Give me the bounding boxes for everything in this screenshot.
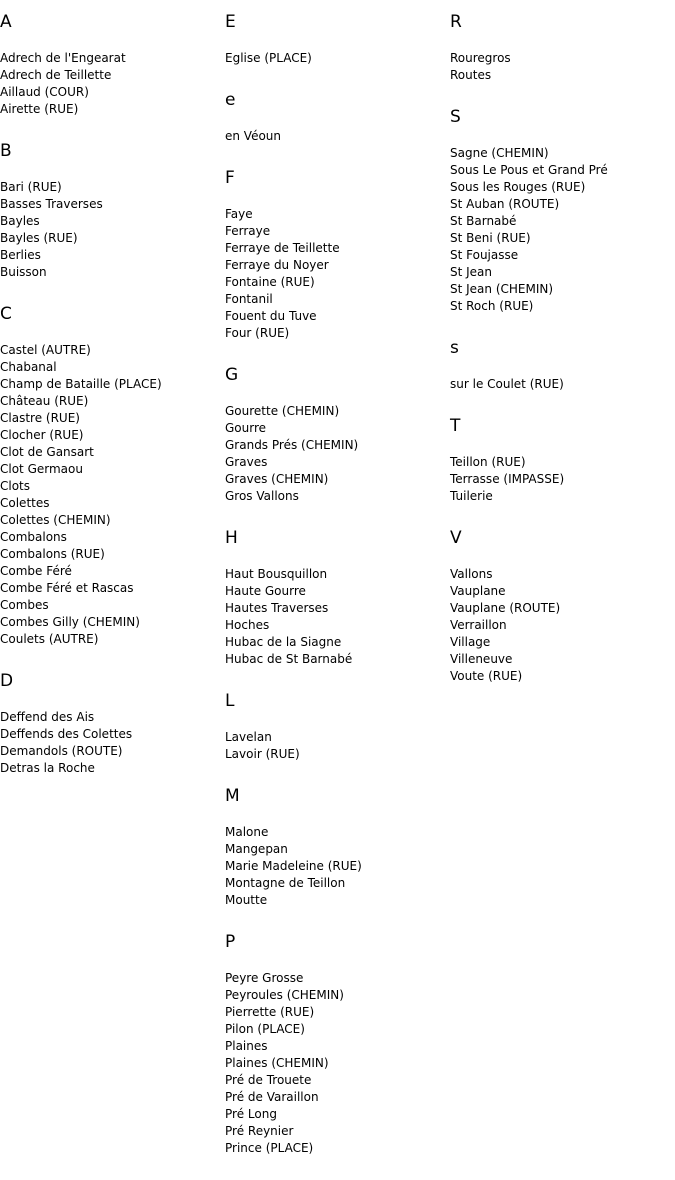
letter-group — [450, 528, 670, 685]
street-link[interactable]: Deffend des Ais — [0, 710, 95, 724]
index-column-3 — [450, 12, 670, 708]
letter-group — [225, 168, 445, 342]
letter-heading: D — [0, 671, 14, 691]
street-link[interactable]: Combalons — [0, 530, 67, 544]
street-link[interactable]: Sous les Rouges (RUE) — [450, 180, 586, 194]
street-link[interactable]: Verraillon — [450, 618, 507, 632]
street-link[interactable]: Gourette (CHEMIN) — [225, 404, 340, 418]
street-link[interactable]: Combe Féré et Rascas — [0, 581, 134, 595]
letter-heading: V — [450, 528, 462, 548]
street-link[interactable]: Detras la Roche — [0, 761, 95, 775]
street-link[interactable]: Pré Long — [225, 1107, 277, 1121]
street-link[interactable]: Basses Traverses — [0, 197, 103, 211]
street-link[interactable]: Villeneuve — [450, 652, 513, 666]
street-link[interactable]: Airette (RUE) — [0, 102, 79, 116]
street-link[interactable]: Sagne (CHEMIN) — [450, 146, 549, 160]
street-link[interactable]: Combes — [0, 598, 49, 612]
letter-heading: S — [450, 107, 461, 127]
street-link[interactable]: Adrech de l'Engearat — [0, 51, 126, 65]
index-column-2 — [225, 12, 445, 1180]
letter-heading: E — [225, 12, 236, 32]
street-link[interactable]: Malone — [225, 825, 269, 839]
street-link[interactable]: Vauplane — [450, 584, 506, 598]
street-link[interactable]: Combes Gilly (CHEMIN) — [0, 615, 140, 629]
letter-heading: B — [0, 141, 12, 161]
street-link[interactable]: Ferraye du Noyer — [225, 258, 329, 272]
street-link[interactable]: Clot Germaou — [0, 462, 83, 476]
letter-group — [225, 528, 445, 668]
letter-group — [0, 141, 220, 281]
street-link[interactable]: Voute (RUE) — [450, 669, 523, 683]
street-link[interactable]: St Foujasse — [450, 248, 519, 262]
letter-group — [225, 932, 445, 1157]
letter-heading: G — [225, 365, 239, 385]
street-link[interactable]: Moutte — [225, 893, 268, 907]
street-link[interactable]: Haut Bousquillon — [225, 567, 328, 581]
street-link[interactable]: Lavoir (RUE) — [225, 747, 300, 761]
street-link[interactable]: Graves — [225, 455, 268, 469]
street-link[interactable]: Four (RUE) — [225, 326, 290, 340]
street-link[interactable]: Pré de Trouete — [225, 1073, 312, 1087]
street-link[interactable]: Bayles (RUE) — [0, 231, 78, 245]
street-link[interactable]: St Beni (RUE) — [450, 231, 531, 245]
street-link[interactable]: Terrasse (IMPASSE) — [450, 472, 565, 486]
street-link[interactable]: Faye — [225, 207, 253, 221]
street-link[interactable]: Chabanal — [0, 360, 57, 374]
street-link[interactable]: Peyroules (CHEMIN) — [225, 988, 344, 1002]
street-link[interactable]: Prince (PLACE) — [225, 1141, 314, 1155]
street-link[interactable]: Colettes — [0, 496, 50, 510]
letter-group — [225, 365, 445, 505]
street-link[interactable]: Haute Gourre — [225, 584, 306, 598]
street-link[interactable]: Castel (AUTRE) — [0, 343, 91, 357]
street-link[interactable]: Routes — [450, 68, 492, 82]
street-link[interactable]: Adrech de Teillette — [0, 68, 112, 82]
street-link[interactable]: Demandols (ROUTE) — [0, 744, 123, 758]
street-link[interactable]: Grands Prés (CHEMIN) — [225, 438, 359, 452]
street-link[interactable]: Tuilerie — [450, 489, 493, 503]
street-link[interactable]: St Jean — [450, 265, 493, 279]
street-link[interactable]: Aillaud (COUR) — [0, 85, 89, 99]
street-link[interactable]: Ferraye de Teillette — [225, 241, 340, 255]
letter-heading: R — [450, 12, 462, 32]
street-link[interactable]: Bari (RUE) — [0, 180, 62, 194]
letter-heading: e — [225, 90, 236, 110]
street-link[interactable]: Vauplane (ROUTE) — [450, 601, 561, 615]
letter-group — [450, 107, 670, 315]
street-link[interactable]: St Jean (CHEMIN) — [450, 282, 554, 296]
street-link[interactable]: Montagne de Teillon — [225, 876, 346, 890]
street-link[interactable]: Plaines — [225, 1039, 268, 1053]
street-link[interactable]: Pierrette (RUE) — [225, 1005, 315, 1019]
letter-heading: C — [0, 304, 12, 324]
letter-group — [0, 12, 220, 118]
street-link[interactable]: Clots — [0, 479, 31, 493]
letter-heading: M — [225, 786, 240, 806]
street-link[interactable]: en Véoun — [225, 129, 282, 143]
street-link[interactable]: Teillon (RUE) — [450, 455, 526, 469]
street-link[interactable]: Rouregros — [450, 51, 511, 65]
street-link[interactable]: St Roch (RUE) — [450, 299, 534, 313]
letter-heading: H — [225, 528, 238, 548]
street-link[interactable]: St Barnabé — [450, 214, 517, 228]
street-link[interactable]: Buisson — [0, 265, 47, 279]
letter-heading: F — [225, 168, 235, 188]
street-link[interactable]: Clastre (RUE) — [0, 411, 80, 425]
street-link[interactable]: Fontaine (RUE) — [225, 275, 315, 289]
letter-heading: P — [225, 932, 236, 952]
letter-group — [450, 338, 670, 393]
street-link[interactable]: sur le Coulet (RUE) — [450, 377, 564, 391]
street-link[interactable]: Combalons (RUE) — [0, 547, 105, 561]
letter-heading: L — [225, 691, 235, 711]
letter-group — [225, 12, 445, 67]
index-column-1 — [0, 12, 220, 800]
street-link[interactable]: Ferraye — [225, 224, 271, 238]
letter-heading: s — [450, 338, 459, 358]
letter-group — [450, 12, 670, 84]
street-link[interactable]: Plaines (CHEMIN) — [225, 1056, 329, 1070]
letter-group — [225, 786, 445, 909]
street-link[interactable]: Eglise (PLACE) — [225, 51, 312, 65]
street-link[interactable]: Combe Féré — [0, 564, 72, 578]
street-link[interactable]: Hautes Traverses — [225, 601, 329, 615]
street-link[interactable]: Clot de Gansart — [0, 445, 94, 459]
letter-group — [0, 671, 220, 777]
street-link[interactable]: Pré de Varaillon — [225, 1090, 319, 1104]
street-link[interactable]: Hoches — [225, 618, 270, 632]
street-link[interactable]: Graves (CHEMIN) — [225, 472, 329, 486]
street-link[interactable]: Champ de Bataille (PLACE) — [0, 377, 162, 391]
street-link[interactable]: Vallons — [450, 567, 493, 581]
street-link[interactable]: Colettes (CHEMIN) — [0, 513, 111, 527]
letter-heading: A — [0, 12, 12, 32]
letter-group — [0, 304, 220, 648]
letter-group — [450, 416, 670, 505]
street-link[interactable]: Coulets (AUTRE) — [0, 632, 99, 646]
street-link[interactable]: St Auban (ROUTE) — [450, 197, 560, 211]
street-link[interactable]: Lavelan — [225, 730, 272, 744]
street-link[interactable]: Hubac de la Siagne — [225, 635, 342, 649]
street-link[interactable]: Bayles — [0, 214, 40, 228]
street-link[interactable]: Fouent du Tuve — [225, 309, 317, 323]
street-link[interactable]: Château (RUE) — [0, 394, 89, 408]
letter-heading: T — [450, 416, 461, 436]
street-link[interactable]: Peyre Grosse — [225, 971, 304, 985]
letter-group — [225, 691, 445, 763]
street-link[interactable]: Pilon (PLACE) — [225, 1022, 305, 1036]
letter-group — [225, 90, 445, 145]
street-link[interactable]: Hubac de St Barnabé — [225, 652, 353, 666]
street-link[interactable]: Deffends des Colettes — [0, 727, 133, 741]
street-link[interactable]: Sous Le Pous et Grand Pré — [450, 163, 608, 177]
street-link[interactable]: Gros Vallons — [225, 489, 299, 503]
street-link[interactable]: Marie Madeleine (RUE) — [225, 859, 362, 873]
street-link[interactable]: Clocher (RUE) — [0, 428, 84, 442]
street-link[interactable]: Gourre — [225, 421, 267, 435]
street-link[interactable]: Fontanil — [225, 292, 273, 306]
street-link[interactable]: Village — [450, 635, 491, 649]
street-link[interactable]: Pré Reynier — [225, 1124, 294, 1138]
street-link[interactable]: Mangepan — [225, 842, 288, 856]
street-link[interactable]: Berlies — [0, 248, 41, 262]
